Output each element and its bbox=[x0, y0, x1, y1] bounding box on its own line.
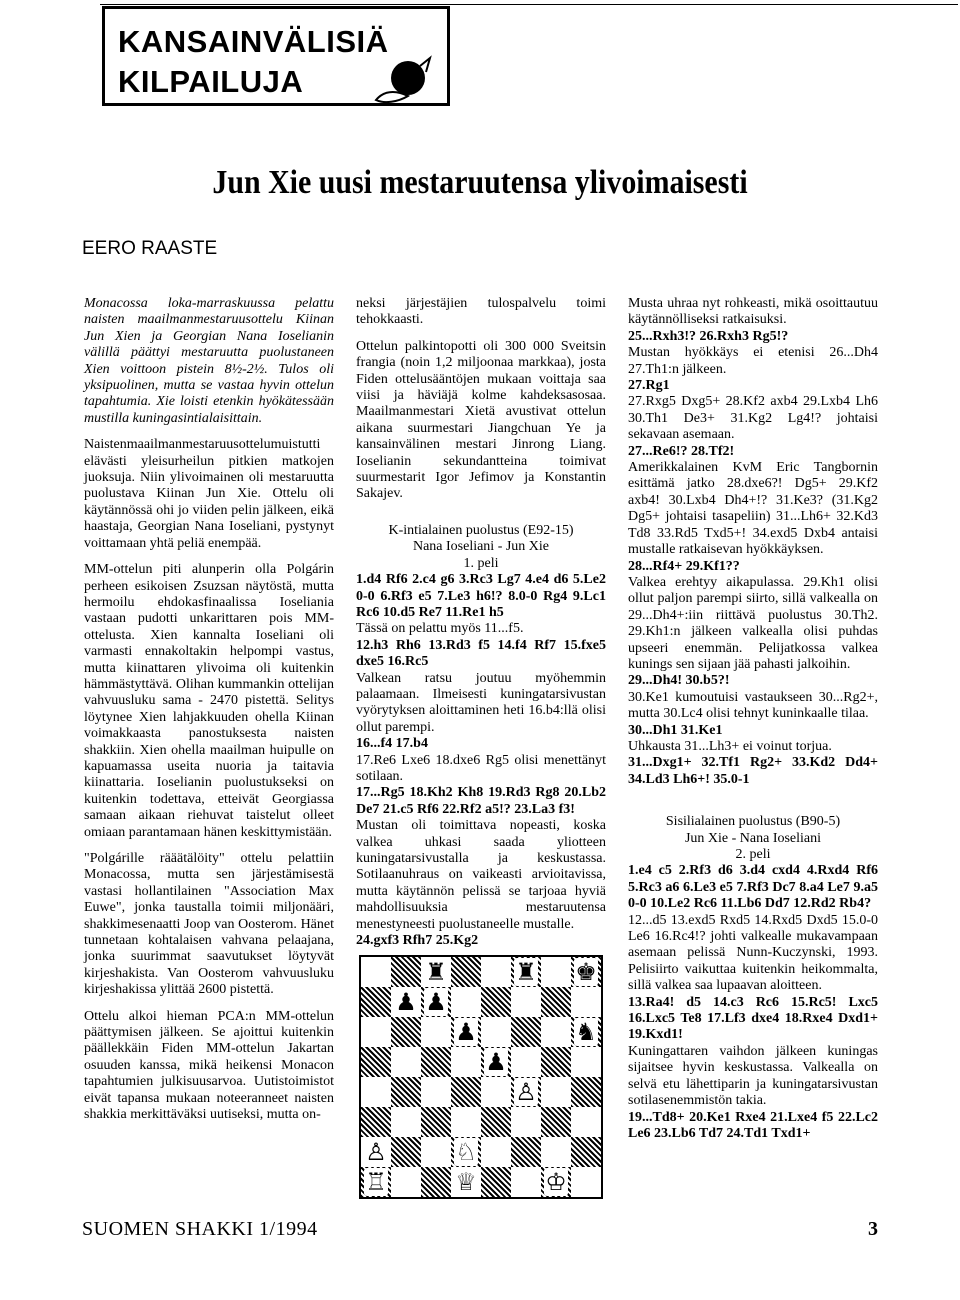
game-note: Valkea erehtyy aikapulassa. 29.Kh1 olisi ollut paljon parempi siirto, sillä valkealla on 29...Dh4+:iin riittävä puolustus 30.Th2. 29.Kh1:n jälkeen valkealla olisi puhdas upseeri enemmän. Pelijatkossa valkea kunings sen sijaan jää pahasti jalkoihin. bbox=[628, 574, 878, 672]
chess-piece-icon: ♕ bbox=[455, 1168, 477, 1197]
board-square bbox=[421, 1167, 451, 1197]
game-moves: 30...Dh1 31.Ke1 bbox=[628, 722, 723, 738]
chess-piece-icon: ♔ bbox=[545, 1168, 567, 1197]
board-square bbox=[391, 1047, 421, 1077]
game-moves: 13.Ra4! d5 14.c3 Rc6 15.Rc5! Lxc5 16.Lxc5 Te8 17.Lf3 dxe4 18.Rxe4 Dxd1+ 19.Kxd1! bbox=[628, 994, 878, 1043]
game-note: Uhkausta 31...Lh3+ ei voinut torjua. bbox=[628, 738, 832, 754]
board-square bbox=[361, 987, 391, 1017]
game-moves: 27...Re6!? 28.Tf2! bbox=[628, 443, 735, 459]
game-note: Amerikkalainen KvM Eric Tangbornin esittämä jatko 28.dxe6?! Dg5+ 29.Kf2 axb4! 30.Lxb4 Dh4+!? 31.Ke3? (31.Kg2 Dg5+ johtaisi tasapeliin) 31...Lh6+ 32.Kd3 Td8 33.Rd5 Txd5+! 34.exd5 Dxb4 antaisi mustalle ratkaisevan hyökkäyksen. bbox=[628, 460, 878, 558]
board-square bbox=[511, 1017, 541, 1047]
game-note: 17.Re6 Lxe6 18.dxe6 Rg5 olisi menettänyt sotilaan. bbox=[356, 752, 606, 784]
section-title-line2: KILPAILUJA bbox=[118, 64, 304, 99]
globe-logo-icon bbox=[368, 52, 434, 106]
board-square bbox=[421, 957, 451, 987]
board-square bbox=[391, 1167, 421, 1197]
board-square bbox=[391, 1137, 421, 1167]
board-square bbox=[511, 957, 541, 987]
board-square bbox=[511, 1167, 541, 1197]
board-square bbox=[541, 1107, 571, 1137]
board-square bbox=[421, 1047, 451, 1077]
board-square bbox=[361, 1107, 391, 1137]
board-square bbox=[481, 987, 511, 1017]
game-note: 27.Rxg5 Dxg5+ 28.Kf2 axb4 29.Lxb4 Lh6 30.Th1 De3+ 31.Kg2 Lg4!? johtaisi sekavaan asemaan. bbox=[628, 394, 878, 443]
lead-paragraph: Monacossa loka-marraskuussa pelattu naisten maailmanmestaruusottelu Kiinan Jun Xien ja Georgian Nana Ioselianin välillä päättyi mestaruutta puolustaneen Xien voittoon pistein 8½-2½. Tulos oli yksipuolinen, mutta se vastaa hyvin ottelun tapahtumia. Xie loisti etenkin hyökätessään mustilla kuningasintialaisittain. bbox=[84, 296, 334, 426]
board-square bbox=[511, 987, 541, 1017]
game-note: 12...d5 13.exd5 Rxd5 14.Rxd5 Dxd5 15.0-0 Le6 16.Rc4!? johti valkealle mukavampaan asemaan pelissä Nunn-Kuczynski, 1993. Pelisiirto vaikuttaa kuitenkin heikommalta, sillä valkea saa lupaavan aloitteen. bbox=[628, 912, 878, 994]
game-note: Mustan hyökkäys ei etenisi 26...Dh4 27.Th1:n jälkeen. bbox=[628, 345, 878, 377]
board-square bbox=[541, 1017, 571, 1047]
board-square bbox=[541, 987, 571, 1017]
board-square bbox=[541, 1047, 571, 1077]
game-note: Musta uhraa nyt rohkeasti, mikä osoittautuu käytännölliseksi ratkaisuksi. bbox=[628, 296, 878, 328]
body-paragraph: MM-ottelun piti alunperin olla Polgárin perheen esikoisen Zsuzsan näytöstä, mutta hermoilu ehdokasfinaalissa Ioseliania vastaan pudotti unkarittaren pois MM-ottelusta. Xien kannalta Ioseliani oli varmasti ennakoltakin helpompi vastus, mutta kiinattaren ylivoima oli kuitenkin hämmästyttävä. Olihan kummankin ottelijan vahvuusluku sama - 2470 pistettä. Selitys löytynee Xien lahjakkuuden ohella Kiinan voimakkaasta panostuksesta naisten shakkiin. Xien ohella maailman huipulle on kapuamassa useita nuoria ja taitavia kiinattaria. Ioselianin puolustukseksi on kuitenkin todettava, etteivät Georgiassa samaan aikaan riehuvat taistelut olleet omiaan parantamaan hänen keskittymistään. bbox=[84, 562, 334, 840]
board-square bbox=[571, 957, 601, 987]
text-column-1 bbox=[84, 296, 334, 1134]
board-square bbox=[541, 1137, 571, 1167]
chess-piece-icon: ♜ bbox=[515, 958, 537, 987]
game-note: Kuningattaren vaihdon jälkeen kuningas sijaitsee hyvin keskustassa. Valkealla on selvä etu lähettiparin ja kuningatarsivustan sotilasenemmistön takia. bbox=[628, 1043, 878, 1109]
body-paragraph: "Polgárille rääätälöity" ottelu pelattiin Monacossa, mutta sen järjestämisestä vastasi hollantilainen "Association Max Euwe", jonka taustalla toimii miljonääri, shakkimesenaatti Joop van Oosterom. Hänet tunnetaan kohtalaisen vahvana pelaajana, jonka suurimmat saavutukset löytyvät kirjeshakista. Van Oosterom vahvuusluku kirjeshakissa ylittää 2600 pistettä. bbox=[84, 851, 334, 998]
game2-opening: Sisilialainen puolustus (B90-5) bbox=[665, 814, 841, 830]
board-square bbox=[451, 1077, 481, 1107]
board-square bbox=[481, 1107, 511, 1137]
game2-players: Jun Xie - Nana Ioseliani bbox=[684, 830, 822, 846]
board-square bbox=[481, 1167, 511, 1197]
board-square bbox=[481, 1047, 511, 1077]
game-moves: 24.gxf3 Rfh7 25.Kg2 bbox=[356, 933, 479, 949]
page-number: 3 bbox=[868, 1218, 878, 1240]
chess-piece-icon: ♙ bbox=[365, 1138, 387, 1167]
board-square bbox=[451, 1167, 481, 1197]
top-rule bbox=[100, 4, 958, 5]
board-square bbox=[361, 957, 391, 987]
game-moves: 12.h3 Rh6 13.Rd3 f5 14.f4 Rf7 15.fxe5 dxe5 16.Rc5 bbox=[356, 637, 606, 670]
chess-piece-icon: ♜ bbox=[425, 958, 447, 987]
chess-piece-icon: ♚ bbox=[575, 958, 597, 987]
article-author: EERO RAASTE bbox=[82, 238, 218, 259]
game-moves: 17...Rg5 18.Kh2 Kh8 19.Rd3 Rg8 20.Lb2 De7 21.c5 Rf6 22.Rf2 a5!? 23.La3 f3! bbox=[356, 785, 606, 817]
game2-number: 2. peli bbox=[735, 847, 771, 862]
board-square bbox=[571, 987, 601, 1017]
chess-piece-icon: ♙ bbox=[515, 1078, 537, 1107]
article-headline: Jun Xie uusi mestaruutensa ylivoimaisesti bbox=[212, 164, 748, 201]
body-paragraph: Ottelu alkoi hieman PCA:n MM-ottelun päättymisen jälkeen. Se ajoittui kuitenkin päällekkäin Fiden MM-ottelun Jakartan osuuden kanssa, mikä heikensi Monacon tapahtumien julkisuusarvoa. Uutistoimistot eivät tapansa mukaan noteeranneet naisten shakkia merkittäväksi uutiseksi, mutta on- bbox=[84, 1008, 334, 1123]
chess-diagram bbox=[359, 955, 603, 1199]
game-moves: 29...Dh4! 30.b5?! bbox=[628, 673, 730, 689]
board-square bbox=[421, 987, 451, 1017]
board-square bbox=[451, 987, 481, 1017]
game-note: Tässä on pelattu myös 11...f5. bbox=[356, 621, 524, 637]
board-square bbox=[361, 1017, 391, 1047]
board-square bbox=[421, 1077, 451, 1107]
board-square bbox=[481, 957, 511, 987]
board-square bbox=[391, 1017, 421, 1047]
game-moves: 31...Dxg1+ 32.Tf1 Rg2+ 33.Kd2 Dd4+ 34.Ld3 Lh6+! 35.0-1 bbox=[628, 755, 878, 787]
board-square bbox=[481, 1017, 511, 1047]
game-moves: 19...Td8+ 20.Ke1 Rxe4 21.Lxe4 f5 22.Lc2 Le6 23.Lb6 Td7 24.Td1 Txd1+ bbox=[628, 1109, 878, 1141]
section-title-line1: KANSAINVÄLISIÄ bbox=[118, 24, 389, 59]
board-square bbox=[391, 1077, 421, 1107]
game-note: 30.Ke1 kumoutuisi vastaukseen 30...Rg2+, mutta 30.Lc4 olisi tehnyt kuninkaalle tilaa. bbox=[628, 689, 878, 722]
game-note: Mustan oli toimittava nopeasti, koska valkea uhkasi saada yliotteen kuningatarsivustalla ja keskustassa. Sotilaanuhraus on vaikeasti arvioitavissa, mutta käytännön pelissä se tarjoaa hyviä mahdollisuuksia mestaruutensa menestyneesti puolustaneelle mustalle. bbox=[356, 818, 606, 932]
game-moves: 28...Rf4+ 29.Kf1?? bbox=[628, 558, 740, 574]
board-square bbox=[391, 957, 421, 987]
board-square bbox=[541, 1167, 571, 1197]
chess-piece-icon: ♟ bbox=[485, 1048, 507, 1077]
board-square bbox=[451, 1107, 481, 1137]
chess-piece-icon: ♘ bbox=[455, 1138, 477, 1167]
chess-piece-icon: ♖ bbox=[365, 1168, 387, 1197]
board-square bbox=[451, 957, 481, 987]
board-square bbox=[541, 957, 571, 987]
chess-piece-icon: ♟ bbox=[425, 988, 447, 1017]
board-square bbox=[361, 1137, 391, 1167]
body-paragraph: neksi järjestäjien tulospalvelu toimi tehokkaasti. bbox=[356, 296, 606, 328]
board-square bbox=[361, 1077, 391, 1107]
game-moves: 27.Rg1 bbox=[628, 378, 670, 394]
text-column-2 bbox=[356, 296, 606, 1199]
game1-opening: K-intialainen puolustus (E92-15) bbox=[388, 522, 574, 538]
game-note: Valkean ratsu joutuu myöhemmin palaamaan. Ilmeisesti kuningatarsivustan vyörytyksen aloittaminen heti 16.b4:llä olisi ollut parempi. bbox=[356, 670, 606, 735]
board-square bbox=[511, 1077, 541, 1107]
section-title bbox=[118, 22, 389, 102]
board-square bbox=[571, 1107, 601, 1137]
magazine-name: SUOMEN SHAKKI 1/1994 bbox=[82, 1218, 318, 1240]
game-moves: 25...Rxh3!? 26.Rxh3 Rg5!? bbox=[628, 328, 789, 344]
board-square bbox=[451, 1017, 481, 1047]
board-square bbox=[511, 1137, 541, 1167]
board-square bbox=[511, 1047, 541, 1077]
board-square bbox=[571, 1077, 601, 1107]
body-paragraph: Ottelun palkintopotti oli 300 000 Sveitsin frangia (noin 1,2 miljoonaa markkaa), josta Fiden ottelusääntöjen mukaan voittaja saa viisi ja häviäjä kolme kahdeksasosaa. Maailmanmestari Xietä avustivat ottelun aikana suurmestari Jiangchuan Ye ja kansainvälinen mestari Jinrong Liang. Ioselianin sekundantteina toimivat suurmestarit Igor Jefimov ja Konstantin Sakajev. bbox=[356, 338, 606, 502]
game-moves: 16...f4 17.b4 bbox=[356, 736, 428, 752]
board-square bbox=[361, 1167, 391, 1197]
board-square bbox=[541, 1077, 571, 1107]
board-square bbox=[571, 1017, 601, 1047]
body-paragraph: Naistenmaailmanmestaruusottelumuistutti elävästi yleisurheilun pitkien matkojen juoksuja. Niin ylivoimainen oli mestaruutta puolustava Kiinan Jun Xie. Ottelu oli käytännössä ohi jo viiden pelin jälkeen, eikä haastaja, Georgian Nana Ioseliani, pystynyt voittamaan yhtä peliä enempää. bbox=[84, 437, 334, 551]
board-square bbox=[391, 1107, 421, 1137]
board-square bbox=[361, 1047, 391, 1077]
chess-piece-icon: ♟ bbox=[455, 1018, 477, 1047]
board-square bbox=[571, 1137, 601, 1167]
board-square bbox=[571, 1047, 601, 1077]
board-square bbox=[481, 1137, 511, 1167]
game1-players: Nana Ioseliani - Jun Xie bbox=[412, 539, 550, 555]
board-square bbox=[511, 1107, 541, 1137]
board-square bbox=[481, 1077, 511, 1107]
chess-piece-icon: ♞ bbox=[575, 1018, 597, 1047]
board-square bbox=[391, 987, 421, 1017]
chess-piece-icon: ♟ bbox=[395, 988, 417, 1017]
board-square bbox=[451, 1137, 481, 1167]
game-moves: 1.d4 Rf6 2.c4 g6 3.Rc3 Lg7 4.e4 d6 5.Le2 0-0 6.Rf3 e5 7.Le3 h6!? 8.0-0 Rg4 9.Lc1 Rc6 10.d5 Re7 11.Re1 h5 bbox=[356, 572, 606, 620]
board-square bbox=[571, 1167, 601, 1197]
game1-number: 1. peli bbox=[463, 555, 499, 571]
text-column-3 bbox=[628, 296, 878, 1142]
board-square bbox=[421, 1107, 451, 1137]
board-square bbox=[451, 1047, 481, 1077]
board-square bbox=[421, 1017, 451, 1047]
game-moves: 1.e4 c5 2.Rf3 d6 3.d4 cxd4 4.Rxd4 Rf6 5.Rc3 a6 6.Le3 e5 7.Rf3 Dc7 8.a4 Le7 9.a5 0-0 10.Le2 Rc6 11.Lb6 Dd7 12.Rd2 Rb4? bbox=[628, 863, 878, 912]
board-square bbox=[421, 1137, 451, 1167]
